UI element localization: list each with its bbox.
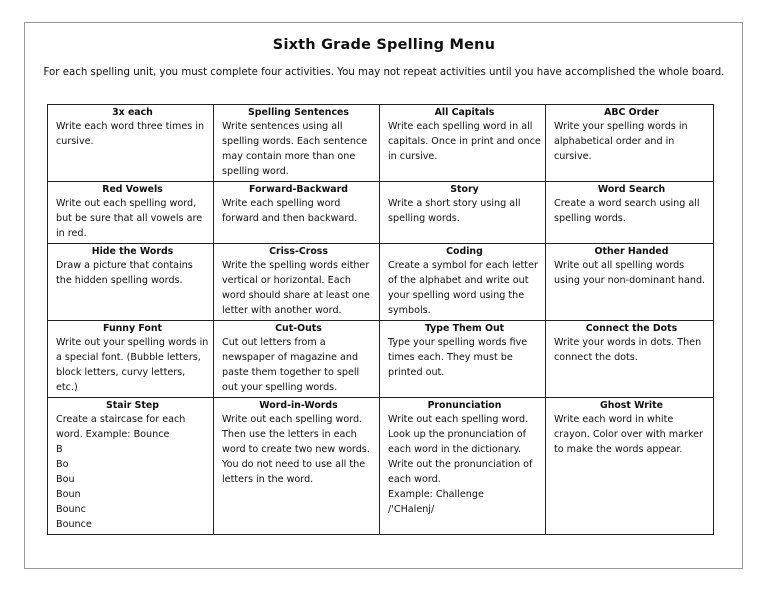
menu-cell xyxy=(546,244,714,321)
activity-description: Write a short story using all spelling words. xyxy=(388,198,521,224)
activity-title: Other Handed xyxy=(594,246,669,257)
menu-cell xyxy=(214,182,380,244)
activity-title: Story xyxy=(450,184,479,195)
staircase-line: B xyxy=(56,444,63,455)
activity-title: Criss-Cross xyxy=(269,246,328,257)
activity-title: Cut-Outs xyxy=(275,323,322,334)
staircase-line: Bo xyxy=(56,459,69,470)
menu-cell xyxy=(214,105,380,182)
activity-title: Spelling Sentences xyxy=(248,107,349,118)
activity-description: Create a staircase for each word. Example: Bounce xyxy=(56,414,186,440)
example-line: /'CHalenj/ xyxy=(388,504,435,515)
activity-description: Write out all spelling words using your non-dominant hand. xyxy=(554,260,706,286)
example-line: Example: Challenge xyxy=(388,489,484,500)
activity-description: Write your spelling words in alphabetical order and in cursive. xyxy=(554,121,688,162)
staircase-line: Boun xyxy=(56,489,81,500)
menu-cell xyxy=(214,321,380,398)
menu-cell xyxy=(48,321,214,398)
menu-cell xyxy=(380,244,546,321)
activity-title: Red Vowels xyxy=(102,184,163,195)
menu-cell xyxy=(214,398,380,535)
activity-description: Draw a picture that contains the hidden spelling words. xyxy=(56,260,193,286)
activity-title: Ghost Write xyxy=(600,400,663,411)
menu-cell xyxy=(546,182,714,244)
activity-title: Connect the Dots xyxy=(585,323,678,334)
table-row xyxy=(48,244,714,321)
menu-cell xyxy=(380,321,546,398)
menu-cell xyxy=(48,105,214,182)
activity-description: Cut out letters from a newspaper of magazine and paste them together to spell out your spelling words. xyxy=(222,337,360,393)
menu-cell xyxy=(380,105,546,182)
spelling-menu-table xyxy=(47,104,714,535)
activity-title: ABC Order xyxy=(604,107,659,118)
activity-description: Write out your spelling words in a special font. (Bubble letters, block letters, curvy letters, etc.) xyxy=(56,337,209,393)
menu-cell xyxy=(48,182,214,244)
activity-title: Type Them Out xyxy=(424,323,505,334)
menu-cell xyxy=(380,182,546,244)
activity-description: Write each word three times in cursive. xyxy=(56,121,205,147)
activity-title: Forward-Backward xyxy=(249,184,348,195)
activity-title: Hide the Words xyxy=(91,246,174,257)
activity-title: 3x each xyxy=(112,107,153,118)
table-row xyxy=(48,321,714,398)
activity-title: Pronunciation xyxy=(427,400,502,411)
menu-cell xyxy=(48,244,214,321)
menu-cell xyxy=(380,398,546,535)
table-row xyxy=(48,398,714,535)
activity-title: All Capitals xyxy=(434,107,495,118)
activity-title: Funny Font xyxy=(103,323,162,334)
page-title: Sixth Grade Spelling Menu xyxy=(272,37,496,53)
menu-cell xyxy=(546,105,714,182)
table-row xyxy=(48,105,714,182)
activity-title: Word Search xyxy=(597,184,666,195)
staircase-line: Bounc xyxy=(56,504,86,515)
activity-title: Word-in-Words xyxy=(259,400,338,411)
staircase-line: Bou xyxy=(56,474,75,485)
staircase-line: Bounce xyxy=(56,519,92,530)
activity-description: Write out each spelling word. Then use the letters in each word to create two new words. You do not need to use all the letters in the word. xyxy=(222,414,370,485)
activity-description: Write each word in white crayon. Color over with marker to make the words appear. xyxy=(554,414,703,455)
activity-description: Write each spelling word forward and then backward. xyxy=(222,198,358,224)
activity-title: Stair Step xyxy=(106,400,159,411)
activity-description: Write your words in dots. Then connect the dots. xyxy=(554,337,702,363)
menu-cell xyxy=(214,244,380,321)
menu-cell xyxy=(546,321,714,398)
activity-description: Create a symbol for each letter of the alphabet and write out your spelling word using the symbols. xyxy=(388,260,538,316)
activity-description: Create a word search using all spelling words. xyxy=(554,198,700,224)
activity-description: Write out each spelling word. Look up the pronunciation of each word in the dictionary. Write out the pronunciation of each word. xyxy=(388,414,533,485)
menu-cell xyxy=(48,398,214,535)
activity-description: Write out each spelling word, but be sure that all vowels are in red. xyxy=(56,198,203,239)
activity-description: Write sentences using all spelling words. Each sentence may contain more than one spelling word. xyxy=(222,121,368,177)
table-row xyxy=(48,182,714,244)
activity-description: Type your spelling words five times each. They must be printed out. xyxy=(388,337,528,378)
activity-description: Write the spelling words either vertical or horizontal. Each word should share at least one letter with another word. xyxy=(222,260,370,316)
instructions-text: For each spelling unit, you must complete four activities. You may not repeat activities until you have accomplished the whole board. xyxy=(43,67,725,78)
menu-cell xyxy=(546,398,714,535)
activity-description: Write each spelling word in all capitals. Once in print and once in cursive. xyxy=(388,121,541,162)
activity-title: Coding xyxy=(446,246,483,257)
